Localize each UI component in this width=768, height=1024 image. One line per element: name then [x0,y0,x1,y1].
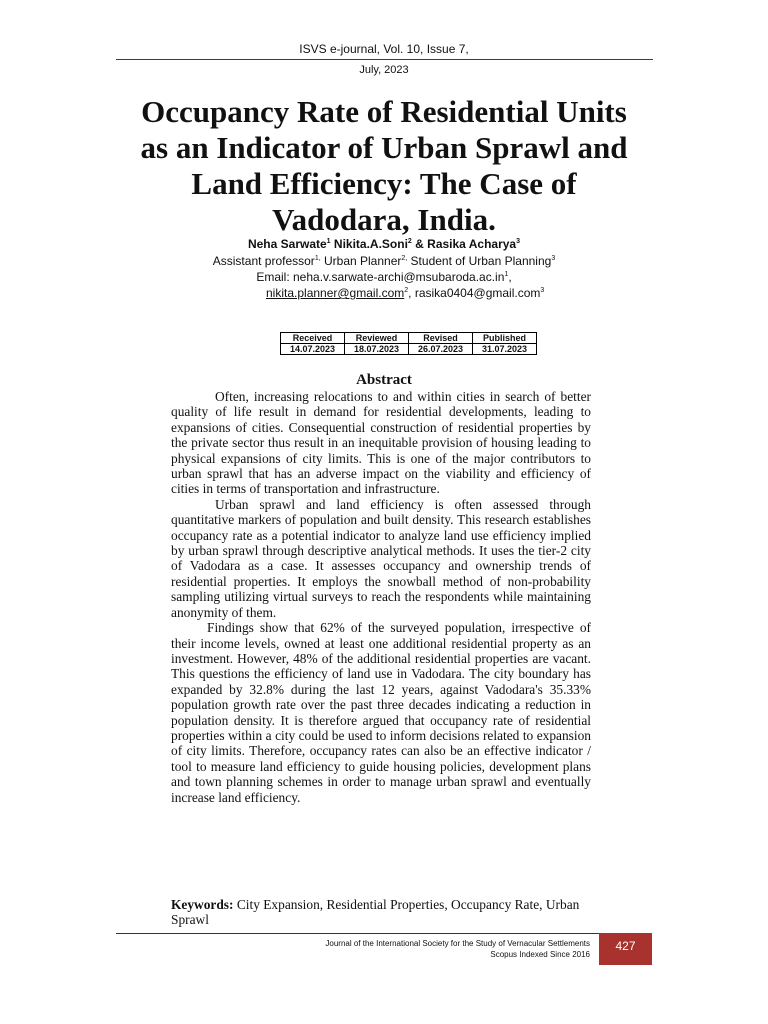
email-line-1 [0,270,768,284]
author-name: & Rasika Acharya [411,237,517,251]
abstract-paragraph: Urban sprawl and land efficiency is often assessed through quantitative markers of population and built density. This research establishes occupancy rate as a potential indicator to analyze land use efficiency implied by urban sprawl through descriptive analytical methods. It uses the tier-2 city of Vadodara as a case. It assesses occupancy and ownership trends of residential properties. It employs the snowball method of non-probability sampling utilizing virtual surveys to reach the respondents while maintaining anonymity of them. [171,496,591,620]
author-roles [0,254,768,268]
keywords-label: Keywords: [171,897,234,912]
role-sup: 2, [401,255,408,262]
role-sup: 3 [551,255,556,262]
dates-header-cell: Revised [409,333,473,344]
author-sup: 3 [516,238,521,245]
email-label: Email: neha.v.sarwate-archi@msubaroda.ac.in [256,270,505,284]
email-link-nikita[interactable]: nikita.planner@gmail.com [266,286,405,300]
dates-value-cell: 18.07.2023 [345,344,409,355]
dates-value-cell: 14.07.2023 [281,344,345,355]
abstract-paragraph: Findings show that 62% of the surveyed population, irrespective of their income levels, owned at least one additional residential property as an investment. However, 48% of the additional residential properties are vacant. This questions the efficiency of land use in Vadodara. The city boundary has expanded by 32.8% during the last 12 years, against Vadodara's 35.33% population growth rate over the past three decades indicating a reduction in population density. It is therefore argued that occupancy rate of residential properties within a city could be used to inform decisions related to expansion of city limits. Therefore, occupancy rates can also be an effective indicator / tool to measure land efficiency to guide housing policies, development plans and town planning schemes in order to manage urban sprawl and eventually increase land efficiency. [171,620,591,805]
title-line: Land Efficiency: The Case of [191,166,577,201]
publication-dates-table [280,332,537,355]
author-name: Nikita.A.Soni [330,237,408,251]
dates-value-row [281,344,537,355]
footer-journal-name: Journal of the International Society for the Study of Vernacular Settlements [325,939,590,948]
email-sup: 1 [504,271,509,278]
abstract-heading: Abstract [356,372,412,388]
email-sup: 3 [540,287,545,294]
abstract-paragraph: Often, increasing relocations to and within cities in search of better quality of life result in demand for residential developments, leading to expansions of cities. Consequential construction of residential properties by the private sector thus result in an inequitable provision of housing leading to physical expansions of city limits. This is one of the major contributors to urban sprawl that has an adverse impact on the viability and efficiency of cities in terms of transportation and infrastructure. [171,389,591,497]
email-rasika: , rasika0404@gmail.com [408,286,541,300]
role: Urban Planner [320,254,402,268]
author-sup: 1 [326,238,331,245]
dates-header-cell: Published [473,333,537,344]
dates-header-row [281,333,537,344]
keywords-text: City Expansion, Residential Properties, Occupancy Rate, Urban Sprawl [171,897,580,928]
role-sup: 1, [314,255,321,262]
dates-value-cell: 31.07.2023 [473,344,537,355]
journal-issue-line: ISVS e-journal, Vol. 10, Issue 7, [299,42,469,56]
issue-date: July, 2023 [359,64,409,76]
email-trail: , [508,270,512,284]
role: Student of Urban Planning [407,254,552,268]
dates-header-cell: Reviewed [345,333,409,344]
footer-rule [116,933,600,934]
page-number: 427 [599,933,652,965]
role: Assistant professor [212,254,315,268]
keywords [171,897,591,928]
email-line-2 [266,286,544,300]
paper-title [100,94,668,238]
title-line: Occupancy Rate of Residential Units [141,94,627,129]
author-list [0,237,768,251]
dates-header-cell: Received [281,333,345,344]
dates-value-cell: 26.07.2023 [409,344,473,355]
author-sup: 2 [407,238,412,245]
author-name: Neha Sarwate [247,237,327,251]
title-line: as an Indicator of Urban Sprawl and [140,130,628,165]
abstract-body [171,389,591,805]
header-rule [116,59,653,60]
title-line: Vadodara, India. [272,202,496,237]
email-sup: 2 [404,287,409,294]
footer-scopus: Scopus Indexed Since 2016 [490,950,590,959]
